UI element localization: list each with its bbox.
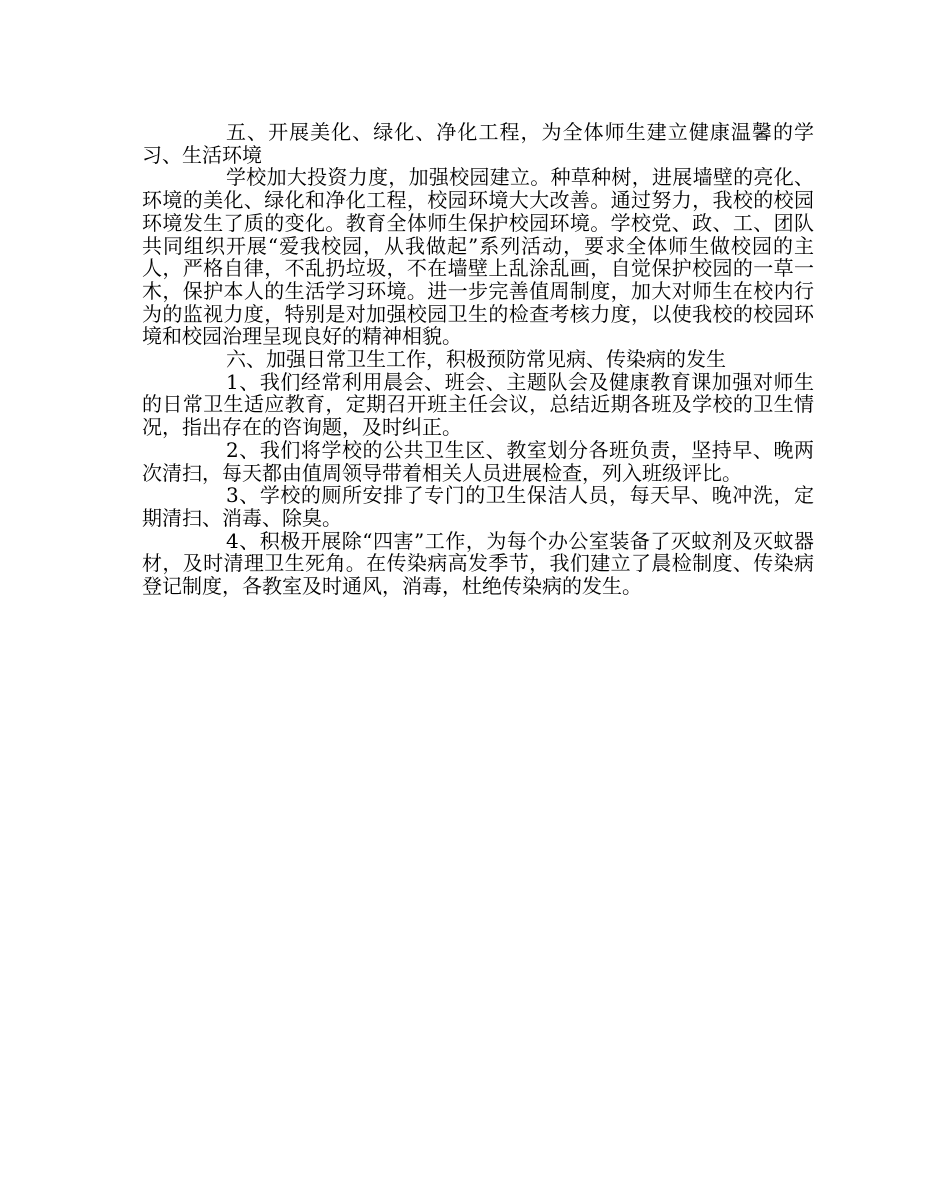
paragraph-campus-environment: 学校加大投资力度，加强校园建立。种草种树，进展墙壁的亮化、环境的美化、绿化和净化工程，校园环境大大改善。通过努力，我校的校园环境发生了质的变化。教育全体师生保护校园环境。学校党、政、工、团队共同组织开展“爱我校园，从我做起”系列活动，要求全体师生做校园的主人，严格自律，不乱扔垃圾，不在墙壁上乱涂乱画，自觉保护校园的一草一木，保护本人的生活学习环境。进一步完善值周制度，加大对师生在校内行为的监视力度，特别是对加强校园卫生的检查考核力度，以使我校的校园环境和校园治理呈现良好的精神相貌。: [142, 165, 814, 349]
list-item-2: 2、我们将学校的公共卫生区、教室划分各班负责，坚持早、晚两次清扫，每天都由值周领导带着相关人员进展检查，列入班级评比。: [142, 437, 814, 485]
section-heading-6: 六、加强日常卫生工作，积极预防常见病、传染病的发生: [226, 347, 726, 372]
list-item-1: 1、我们经常利用晨会、班会、主题队会及健康教育课加强对师生的日常卫生适应教育，定期召开班主任会议，总结近期各班及学校的卫生情况，指出存在的咨询题，及时纠正。: [142, 369, 814, 440]
list-item-3: 3、学校的厕所安排了专门的卫生保洁人员，每天早、晚冲洗，定期清扫、消毒、除臭。: [142, 483, 814, 530]
section-heading-5: 五、开展美化、绿化、净化工程，为全体师生建立健康温馨的学习、生活环境: [142, 120, 814, 167]
list-item-4: 4、积极开展除“四害”工作，为每个办公室装备了灭蚊剂及灭蚊器材，及时清理卫生死角。在传染病高发季节，我们建立了晨检制度、传染病登记制度，各教室及时通风，消毒，杜绝传染病的发生。: [142, 528, 814, 599]
document-body: [142, 121, 814, 598]
